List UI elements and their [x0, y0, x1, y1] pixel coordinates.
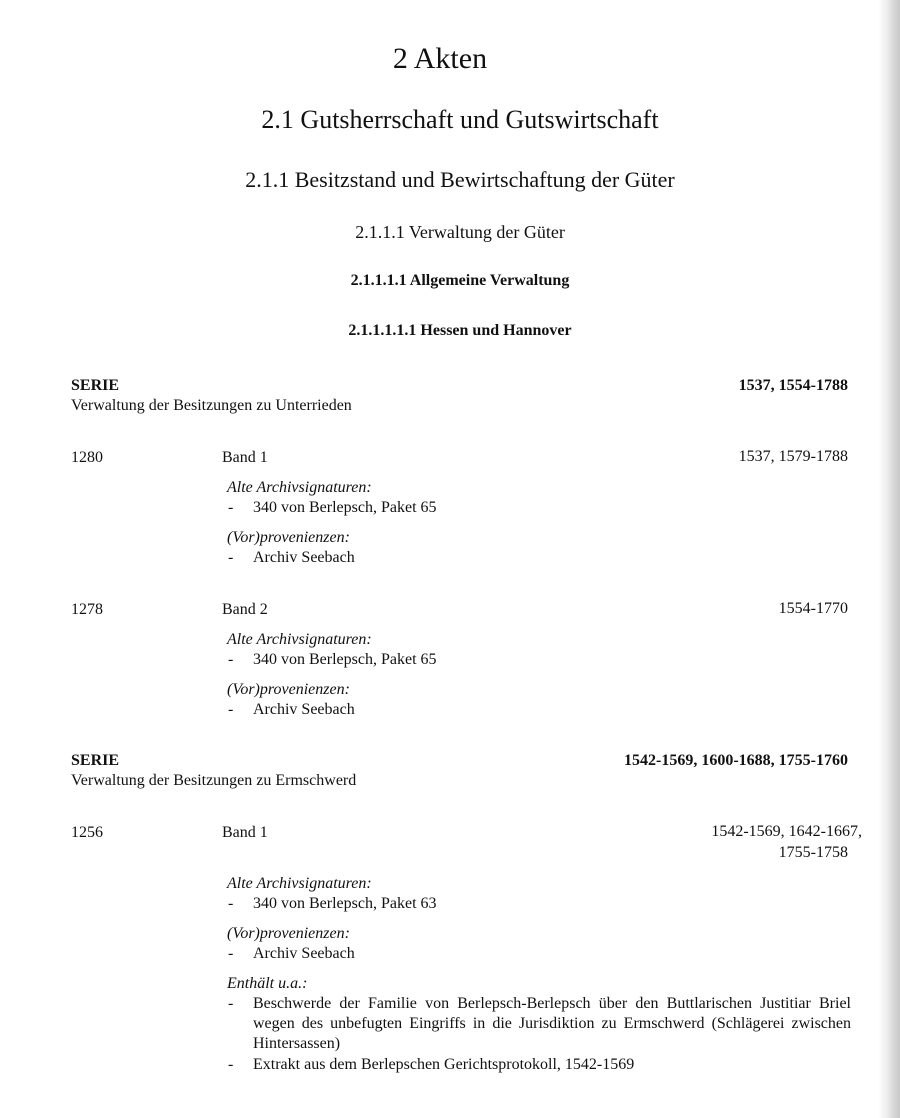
item-dates: 1554-1770	[778, 600, 848, 617]
series-title: Verwaltung der Besitzungen zu Unterrieden	[71, 397, 352, 414]
item-dates-line2: 1755-1758	[778, 844, 848, 861]
list-dash: -	[228, 701, 234, 718]
signatures-label: Alte Archivsignaturen:	[227, 631, 372, 648]
list-dash: -	[228, 895, 234, 912]
provenance-label: (Vor)provenienzen:	[227, 681, 350, 698]
signature-value: 340 von Berlepsch, Paket 65	[253, 651, 437, 668]
heading-level-2: 2.1 Gutsherrschaft und Gutswirtschaft	[261, 105, 659, 134]
list-dash: -	[228, 549, 234, 566]
item-number: 1280	[71, 449, 103, 466]
provenance-value: Archiv Seebach	[253, 549, 355, 566]
provenance-value: Archiv Seebach	[253, 701, 355, 718]
list-dash: -	[228, 651, 234, 668]
heading-level-3: 2.1.1 Besitzstand und Bewirtschaftung der Güter	[245, 167, 675, 192]
provenance-label: (Vor)provenienzen:	[227, 925, 350, 942]
contains-entry: Beschwerde der Familie von Berlepsch-Berlepsch über den Buttlarischen Justitiar Briel wegen des unbefugten Eingriffs in die Jurisdiktion zu Ermschwerd (Schlägerei zwischen Hintersassen)	[253, 995, 851, 1052]
provenance-label: (Vor)provenienzen:	[227, 529, 350, 546]
heading-level-5: 2.1.1.1.1 Allgemeine Verwaltung	[350, 272, 570, 289]
item-number: 1256	[71, 824, 103, 841]
signature-value: 340 von Berlepsch, Paket 63	[253, 895, 437, 912]
provenance-value: Archiv Seebach	[253, 945, 355, 962]
series-dates: 1537, 1554-1788	[738, 377, 848, 394]
item-band: Band 1	[222, 824, 268, 841]
list-dash: -	[228, 1056, 234, 1073]
series-dates: 1542-1569, 1600-1688, 1755-1760	[624, 752, 848, 769]
contains-entry: Extrakt aus dem Berlepschen Gerichtsprotokoll, 1542-1569	[253, 1056, 635, 1073]
heading-level-1: 2 Akten	[392, 42, 488, 75]
heading-level-6: 2.1.1.1.1.1 Hessen und Hannover	[348, 322, 572, 339]
list-dash: -	[228, 995, 234, 1012]
signatures-label: Alte Archivsignaturen:	[227, 479, 372, 496]
series-label: SERIE	[71, 752, 120, 769]
contains-label: Enthält u.a.:	[227, 975, 308, 992]
signatures-label: Alte Archivsignaturen:	[227, 875, 372, 892]
series-label: SERIE	[71, 377, 120, 394]
list-dash: -	[228, 945, 234, 962]
heading-level-4: 2.1.1.1 Verwaltung der Güter	[355, 222, 565, 242]
signature-value: 340 von Berlepsch, Paket 65	[253, 499, 437, 516]
item-dates: 1537, 1579-1788	[738, 448, 848, 465]
item-number: 1278	[71, 601, 103, 618]
item-band: Band 2	[222, 601, 268, 618]
item-dates-line1: 1542-1569, 1642-1667,	[711, 823, 862, 840]
item-band: Band 1	[222, 449, 268, 466]
list-dash: -	[228, 499, 234, 516]
series-title: Verwaltung der Besitzungen zu Ermschwerd	[71, 772, 357, 789]
